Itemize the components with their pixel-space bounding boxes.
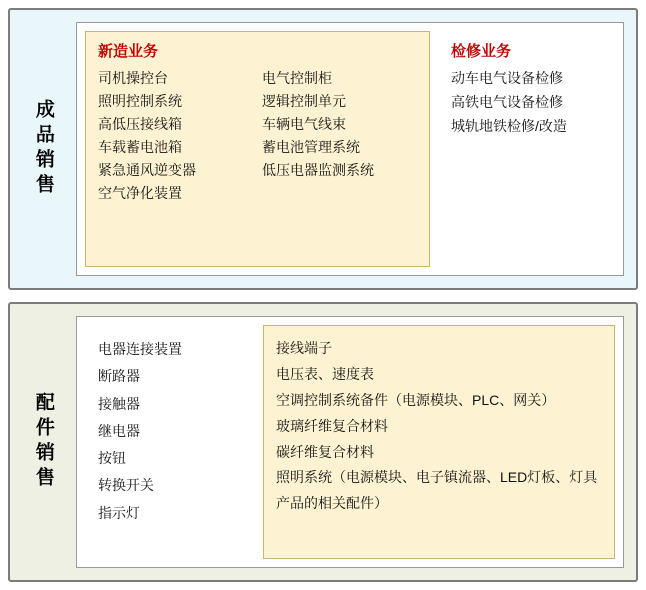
- card-title-new-build-business: 新造业务: [98, 43, 159, 60]
- list-item: 电气控制柜: [262, 70, 332, 86]
- list-item: 逻辑控制单元: [262, 93, 346, 110]
- section-label-parts-sales: [10, 304, 76, 580]
- list-item: 照明系统（电源模块、电子镇流器、LED灯板、灯具产品的相关配件）: [276, 469, 598, 512]
- new-build-business-items: [98, 67, 419, 206]
- list-item: 转换开关: [98, 477, 154, 494]
- panel-finished-product-sales: [76, 22, 624, 276]
- card-parts-systems: [263, 325, 615, 559]
- list-item: 车辆电气线束: [262, 116, 346, 133]
- list-item: 车载蓄电池箱: [98, 139, 182, 156]
- list-item: 空气净化装置: [98, 185, 182, 202]
- section-label-text: 配件销售: [32, 392, 54, 492]
- list-item: 断路器: [98, 368, 140, 385]
- list-item: 接触器: [98, 395, 140, 412]
- list-item: 接线端子: [276, 340, 332, 356]
- section-label-finished-product-sales: [10, 10, 76, 288]
- list-item: 高低压接线箱: [98, 116, 182, 133]
- list-item: 低压电器监测系统: [262, 162, 374, 179]
- section-parts-sales: [8, 302, 638, 582]
- list-item: 玻璃纤维复合材料: [276, 417, 388, 434]
- list-item: 司机操控台: [98, 70, 168, 86]
- list-item: 按钮: [98, 450, 126, 467]
- panel-parts-sales: [76, 316, 624, 568]
- list-item-empty: [262, 182, 419, 205]
- parts-systems-items: [276, 336, 604, 517]
- list-item: 照明控制系统: [98, 93, 182, 110]
- list-item: 碳纤维复合材料: [276, 443, 374, 460]
- list-item: 高铁电气设备检修: [451, 93, 563, 110]
- parts-components-items: [98, 336, 244, 527]
- list-item: 动车电气设备检修: [451, 70, 563, 86]
- section-label-text: 成品销售: [32, 99, 54, 199]
- card-parts-components: [85, 325, 255, 559]
- list-item: 空调控制系统备件（电源模块、PLC、网关）: [276, 391, 556, 408]
- list-item: 电器连接装置: [98, 341, 182, 357]
- maintenance-business-items: [451, 67, 604, 138]
- list-item: 城轨地铁检修/改造: [451, 117, 567, 134]
- list-item: 继电器: [98, 422, 140, 439]
- card-maintenance-business: [438, 31, 615, 267]
- list-item: 紧急通风逆变器: [98, 162, 196, 179]
- card-new-build-business: [85, 31, 430, 267]
- list-item: 电压表、速度表: [276, 365, 374, 382]
- section-finished-product-sales: [8, 8, 638, 290]
- card-title-maintenance-business: 检修业务: [451, 43, 512, 60]
- list-item: 蓄电池管理系统: [262, 139, 360, 156]
- list-item: 指示灯: [98, 504, 140, 521]
